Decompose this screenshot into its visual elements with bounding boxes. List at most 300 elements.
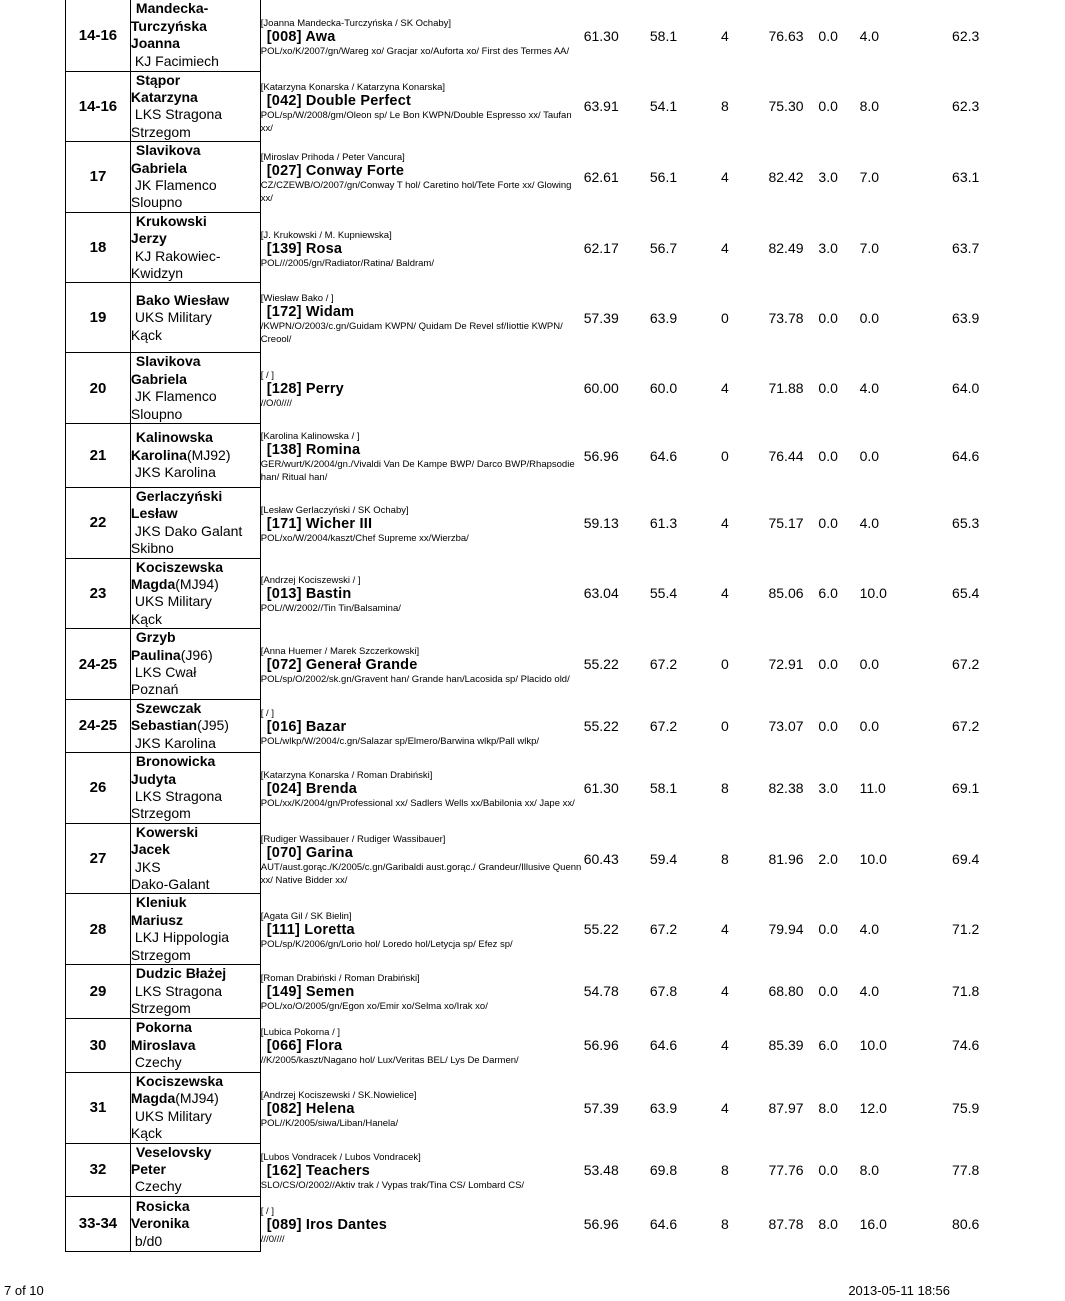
score-cell-1: 59.13 [583,514,619,531]
jump-penalty-cell: 8 [721,850,729,867]
club-name: LKJ Hippologia [134,929,230,946]
jump-penalty-cell: 4 [721,380,729,397]
horse-cell [260,71,583,142]
rider-name-line1: Bronowicka [135,753,216,770]
rider-name-line2 [131,160,260,177]
place-cell: 31 [66,1072,131,1143]
total-penalty-cell: 4.0 [859,514,880,531]
rider-cell [130,353,260,424]
time-penalty-cell: 6.0 [818,1037,838,1054]
time-penalty-cell: 0.0 [818,380,838,397]
score-cell-2: 63.9 [649,1099,678,1116]
result-row [66,1143,1065,1196]
club-name: JKS Karolina [134,464,216,481]
jump-penalty-cell: 8 [721,1161,729,1178]
rider-cell [130,283,260,353]
horse-cell [260,1196,583,1251]
horse-name: [111] Loretta [266,922,355,939]
score-cell-1: 54.78 [583,983,619,1000]
result-row [66,753,1065,824]
horse-cell [260,558,583,629]
result-row [66,1072,1065,1143]
rider-name-line1: Szewczak [135,699,202,716]
score-cell-2: 59.4 [649,850,678,867]
club-city: Dako-Galant [130,875,210,892]
total-penalty-cell: 8.0 [859,1161,880,1178]
rider-cell [130,0,260,71]
rider-cell [130,142,260,213]
horse-pedigree: POL/xx/K/2004/gn/Professional xx/ Sadlers Wells xx/Babilonia xx/ Jape xx/ [260,797,575,809]
rider-category: (MJ94) [175,1090,219,1107]
results-table-body [66,0,1065,1251]
horse-owner: [Andrzej Kociszewski / ] [260,575,361,587]
rider-name-line2 [131,576,260,593]
place-cell: 28 [66,894,131,965]
rider-first-name: Turczyńska [130,17,207,34]
rider-cell [130,629,260,700]
place-cell: 30 [66,1018,131,1072]
club-name: LKS Stragona [134,982,223,999]
time-cell: 82.42 [768,168,804,185]
horse-pedigree: AUT/aust.gorąc./K/2005/c.gn/Garibaldi aust.gorąc./ Grandeur/Illusive Quenn xx/ Native Bidder xx/ [260,862,582,887]
score-cell-1: 63.04 [583,585,619,602]
club-city: Sloupno [130,194,183,211]
rider-first-name: Peter [130,1161,166,1177]
rider-name-line1: Slavikova [135,353,201,370]
rider-name-line2 [131,371,260,388]
horse-cell [260,1018,583,1072]
club-city: Sloupno [130,405,183,422]
rider-category: (MJ94) [175,576,219,593]
jump-penalty-cell: 4 [721,1037,729,1054]
rider-name-line2 [131,505,260,522]
place-cell: 23 [66,558,131,629]
rider-cell [130,1143,260,1196]
rider-name-line1: Gerlaczyński [135,488,223,504]
rider-cell [130,1196,260,1251]
final-score-cell: 67.2 [952,717,980,734]
club-city: Kąck [130,610,163,627]
horse-owner: [Lesław Gerlaczyński / SK Ochaby] [260,504,409,516]
place-cell: 14-16 [66,71,131,142]
horse-owner: [ / ] [260,370,274,382]
club-city: Strzegom [130,946,191,963]
time-cell: 73.78 [768,309,804,326]
horse-owner: [Andrzej Kociszewski / SK.Nowielice] [260,1089,417,1101]
horse-cell [260,629,583,700]
result-row [66,283,1065,353]
time-penalty-cell: 0.0 [818,514,838,531]
club-name: Czechy [134,1054,182,1071]
final-score-cell: 69.1 [952,779,980,796]
horse-pedigree: POL/sp/W/2008/gm/Oleon sp/ Le Bon KWPN/Double Espresso xx/ Taufan xx/ [260,109,572,134]
time-cell: 82.49 [768,239,804,256]
time-cell: 73.07 [768,717,804,734]
time-penalty-cell: 0.0 [818,27,838,44]
horse-name: [072] Generał Grande [266,657,418,674]
rider-first-name: Magda [130,1090,176,1107]
horse-pedigree: POL/xo/K/2007/gn/Wareg xo/ Gracjar xo/Auforta xo/ First des Termes AA/ [260,45,570,57]
club-name: JKS [134,858,161,875]
score-cell-2: 56.7 [649,239,678,256]
time-cell: 85.39 [768,1037,804,1054]
time-penalty-cell: 3.0 [818,239,838,256]
score-cell-2: 69.8 [649,1161,678,1178]
time-cell: 79.94 [768,921,804,938]
horse-owner: [Karolina Kalinowska / ] [260,431,360,442]
rider-first-name: Sebastian [130,717,198,734]
place-cell: 19 [66,283,131,353]
jump-penalty-cell: 4 [721,1099,729,1116]
horse-name: [171] Wicher III [266,515,373,532]
club-name: KJ Rakowiec- [134,247,221,264]
total-penalty-cell: 7.0 [859,239,880,256]
horse-owner: [Roman Drabiński / Roman Drabiński] [260,973,420,985]
result-row [66,0,1065,71]
place-cell: 29 [66,964,131,1018]
score-cell-1: 57.39 [583,1099,619,1116]
rider-cell [130,964,260,1018]
final-score-cell: 62.3 [952,27,980,44]
club-city: Strzegom [130,1000,191,1017]
horse-cell [260,823,583,894]
horse-owner: [Rudiger Wassibauer / Rudiger Wassibauer] [260,834,446,846]
final-score-cell: 80.6 [952,1215,980,1232]
final-score-cell: 64.6 [952,447,980,464]
horse-cell [260,488,583,559]
horse-name: [013] Bastin [266,586,352,603]
time-penalty-cell: 2.0 [818,850,838,867]
rider-cell [130,1072,260,1143]
horse-name: [042] Double Perfect [266,92,411,109]
total-penalty-cell: 12.0 [859,1099,887,1116]
horse-pedigree: POL/xo/O/2005/gn/Egon xo/Emir xo/Selma xo/Irak xo/ [260,1001,488,1013]
rider-name-line1: Kleniuk [135,894,187,911]
score-cell-2: 64.6 [649,1037,678,1054]
score-cell-2: 55.4 [649,585,678,602]
horse-pedigree: POL/wlkp/W/2004/c.gn/Salazar sp/Elmero/Barwina wlkp/Pall wlkp/ [260,735,540,747]
total-penalty-cell: 4.0 [859,921,880,938]
total-penalty-cell: 4.0 [859,983,880,1000]
score-cell-1: 61.30 [583,27,619,44]
total-penalty-cell: 0.0 [859,447,880,464]
horse-cell [260,142,583,213]
rider-name-line1: Kociszewska [135,1072,224,1089]
rider-name-line2 [131,647,260,664]
place-cell: 33-34 [66,1196,131,1251]
horse-name: [016] Bazar [266,718,347,735]
club-city: Strzegom [130,805,191,822]
horse-name: [172] Widam [266,304,355,321]
horse-pedigree: POL//W/2002//Tin Tin/Balsamina/ [260,603,401,615]
time-penalty-cell: 0.0 [818,717,838,734]
horse-name: [162] Teachers [266,1162,371,1179]
rider-name-line2 [131,447,260,464]
jump-penalty-cell: 0 [721,447,729,464]
horse-cell [260,424,583,488]
score-cell-1: 63.91 [583,98,619,115]
club-name: UKS Military [134,1107,212,1124]
club-name: LKS Stragona [134,787,223,804]
rider-name-line1: Grzyb [135,629,176,646]
score-cell-2: 67.2 [649,921,678,938]
place-cell: 27 [66,823,131,894]
score-cell-2: 61.3 [649,514,678,531]
horse-name: [024] Brenda [266,780,358,797]
total-penalty-cell: 8.0 [859,98,880,115]
time-penalty-cell: 6.0 [818,585,838,602]
horse-owner: [ / ] [260,1205,274,1217]
time-penalty-cell: 0.0 [818,98,838,115]
horse-name: [027] Conway Forte [266,163,405,180]
score-cell-2: 58.1 [649,27,678,44]
rider-name-line2 [131,230,260,247]
time-penalty-cell: 0.0 [818,921,838,938]
total-penalty-cell: 7.0 [859,168,880,185]
final-score-cell: 63.9 [952,309,980,326]
place-cell: 26 [66,753,131,824]
rider-first-name: Veronika [130,1215,190,1232]
time-cell: 68.80 [768,983,804,1000]
rider-first-name: Lesław [130,505,178,522]
rider-name-line2 [131,717,260,734]
page-number: 7 of 10 [4,1283,44,1298]
rider-name-line1: Slavikova [135,142,201,159]
score-cell-1: 56.96 [583,1037,619,1054]
rider-first-name: Karolina [130,446,187,463]
time-penalty-cell: 8.0 [818,1215,838,1232]
horse-owner: [Katarzyna Konarska / Katarzyna Konarska] [260,81,446,93]
rider-first-name: Miroslava [130,1036,196,1053]
place-cell: 17 [66,142,131,213]
result-row [66,212,1065,283]
rider-first-name: Jacek [130,841,170,858]
rider-name-line2 [131,1037,260,1054]
club-name: LKS Cwał [134,664,197,681]
jump-penalty-cell: 8 [721,98,729,115]
rider-cell [130,71,260,142]
final-score-cell: 69.4 [952,850,980,867]
final-score-cell: 77.8 [952,1161,980,1178]
rider-name-line2 [131,771,260,788]
jump-penalty-cell: 4 [721,514,729,531]
horse-owner: [Lubica Pokorna / ] [260,1027,340,1039]
club-name: LKS Stragona [134,106,223,123]
club-city: Skibno [130,540,174,557]
rider-name-line2 [131,841,260,858]
result-row [66,353,1065,424]
jump-penalty-cell: 4 [721,27,729,44]
time-penalty-cell: 0.0 [818,309,838,326]
place-cell: 32 [66,1143,131,1196]
rider-cell [130,753,260,824]
time-penalty-cell: 3.0 [818,779,838,796]
horse-cell [260,212,583,283]
score-cell-2: 64.6 [649,447,678,464]
total-penalty-cell: 16.0 [859,1215,887,1232]
jump-penalty-cell: 0 [721,656,729,673]
score-cell-2: 54.1 [649,98,678,115]
score-cell-2: 58.1 [649,779,678,796]
score-cell-1: 61.30 [583,779,619,796]
club-city: Strzegom [130,123,191,140]
rider-name-line1: Dudzic Błażej [135,965,227,982]
horse-pedigree: //K/2005/kaszt/Nagano hol/ Lux/Veritas BEL/ Lys De Darmen/ [260,1055,519,1067]
total-penalty-cell: 0.0 [859,717,880,734]
horse-cell [260,1072,583,1143]
jump-penalty-cell: 8 [721,779,729,796]
score-cell-1: 55.22 [583,921,619,938]
rider-first-name: Magda [130,576,176,593]
rider-name-line1: Krukowski [135,212,207,229]
horse-owner: [ / ] [260,707,274,719]
horse-name: [089] Iros Dantes [266,1216,388,1233]
rider-name-line3: Joanna [130,35,180,52]
horse-cell [260,0,583,71]
horse-pedigree: POL/sp/O/2002/sk.gn/Gravent han/ Grande han/Lacosida sp/ Placido old/ [260,674,570,686]
horse-name: [138] Romina [266,442,361,458]
rider-name-line1: Bako Wiesław [135,291,230,308]
time-cell: 87.97 [768,1099,804,1116]
total-penalty-cell: 0.0 [859,656,880,673]
club-name: UKS Military [134,309,212,326]
total-penalty-cell: 4.0 [859,27,880,44]
time-cell: 75.30 [768,98,804,115]
final-score-cell: 63.1 [952,168,980,185]
total-penalty-cell: 10.0 [859,850,887,867]
time-cell: 76.44 [768,447,804,464]
print-timestamp: 2013-05-11 18:56 [848,1283,950,1298]
time-penalty-cell: 0.0 [818,447,838,464]
club-name: KJ Facimiech [134,52,219,69]
total-penalty-cell: 4.0 [859,380,880,397]
jump-penalty-cell: 4 [721,921,729,938]
horse-owner: [Wiesław Bako / ] [260,293,334,305]
score-cell-2: 67.8 [649,983,678,1000]
result-row [66,558,1065,629]
rider-first-name: Gabriela [130,370,187,387]
jump-penalty-cell: 4 [721,585,729,602]
horse-cell [260,964,583,1018]
club-name: JK Flamenco [134,176,217,193]
time-cell: 77.76 [768,1161,804,1178]
horse-owner: [Lubos Vondracek / Lubos Vondracek] [260,1151,421,1163]
score-cell-1: 55.22 [583,656,619,673]
rider-cell [130,424,260,488]
club-city: Poznań [130,681,179,698]
score-cell-2: 60.0 [649,380,678,397]
horse-cell [260,1143,583,1196]
final-score-cell: 65.4 [952,585,980,602]
score-cell-1: 55.22 [583,717,619,734]
rider-cell [130,894,260,965]
rider-category: (MJ92) [186,446,231,463]
total-penalty-cell: 11.0 [859,779,886,796]
time-cell: 81.96 [768,850,804,867]
rider-cell [130,488,260,559]
horse-owner: [Joanna Mandecka-Turczyńska / SK Ochaby] [260,17,452,29]
place-cell: 14-16 [66,0,131,71]
rider-name-line1: Rosicka [135,1197,190,1214]
rider-name-line2 [131,1161,260,1178]
rider-name-line1: Veselovsky [135,1143,212,1160]
result-row [66,488,1065,559]
rider-cell [130,1018,260,1072]
time-penalty-cell: 0.0 [818,656,838,673]
rider-name-line1: Pokorna [135,1019,192,1036]
final-score-cell: 62.3 [952,98,980,115]
rider-name-line2 [131,1090,260,1107]
result-row [66,894,1065,965]
horse-cell [260,894,583,965]
place-cell: 22 [66,488,131,559]
final-score-cell: 71.2 [952,921,980,938]
rider-name-line2 [131,912,260,929]
result-row [66,424,1065,488]
horse-pedigree: POL/sp/K/2006/gn/Lorio hol/ Loredo hol/Letycja sp/ Efez sp/ [260,939,513,951]
result-row [66,142,1065,213]
score-cell-2: 63.9 [649,309,678,326]
score-cell-1: 60.00 [583,380,619,397]
rider-name-line2 [131,18,260,35]
horse-owner: [Agata Gil / SK Bielin] [260,911,352,923]
rider-first-name: Paulina [130,646,181,663]
result-row [66,1018,1065,1072]
time-penalty-cell: 3.0 [818,168,838,185]
score-cell-1: 62.17 [583,239,619,256]
rider-first-name: Judyta [130,770,177,787]
final-score-cell: 74.6 [952,1037,980,1054]
total-penalty-cell: 10.0 [859,1037,887,1054]
rider-cell [130,699,260,752]
result-row [66,629,1065,700]
horse-name: [139] Rosa [266,240,343,257]
rider-name-line2 [131,89,260,106]
horse-name: [066] Flora [266,1038,343,1055]
score-cell-2: 67.2 [649,656,678,673]
club-name: b/d0 [134,1232,163,1249]
horse-cell [260,699,583,752]
score-cell-1: 60.43 [583,850,619,867]
horse-pedigree: CZ/CZEWB/O/2007/gn/Conway T hol/ Caretino hol/Tete Forte xx/ Glowing xx/ [260,180,572,205]
rider-first-name: Katarzyna [130,88,198,105]
final-score-cell: 64.0 [952,380,980,397]
club-city: Kwidzyn [130,264,184,281]
time-cell: 82.38 [768,779,804,796]
final-score-cell: 65.3 [952,514,980,531]
club-name: JK Flamenco [134,388,217,405]
place-cell: 20 [66,353,131,424]
rider-name-line1: Kociszewska [135,558,224,575]
score-cell-1: 62.61 [583,168,619,185]
horse-pedigree: GER/wurt/K/2004/gn./Vivaldi Van De Kampe BWP/ Darco BWP/Rhapsodie han/ Ritual han/ [260,459,575,483]
time-penalty-cell: 0.0 [818,1161,838,1178]
horse-pedigree: POL/xo/W/2004/kaszt/Chef Supreme xx/Wierzba/ [260,532,469,544]
final-score-cell: 67.2 [952,656,980,673]
horse-name: [008] Awa [266,28,336,45]
rider-cell [130,212,260,283]
results-table [65,0,1065,1252]
final-score-cell: 63.7 [952,239,980,256]
rider-cell [130,558,260,629]
horse-pedigree: ///0//// [260,1233,285,1245]
jump-penalty-cell: 4 [721,983,729,1000]
rider-name-line1: Mandecka- [135,0,209,17]
horse-pedigree: /KWPN/O/2003/c.gn/Guidam KWPN/ Quidam De Revel sf/Iiottie KWPN/ Creool/ [260,321,563,346]
horse-cell [260,283,583,353]
time-penalty-cell: 0.0 [818,983,838,1000]
jump-penalty-cell: 4 [721,239,729,256]
